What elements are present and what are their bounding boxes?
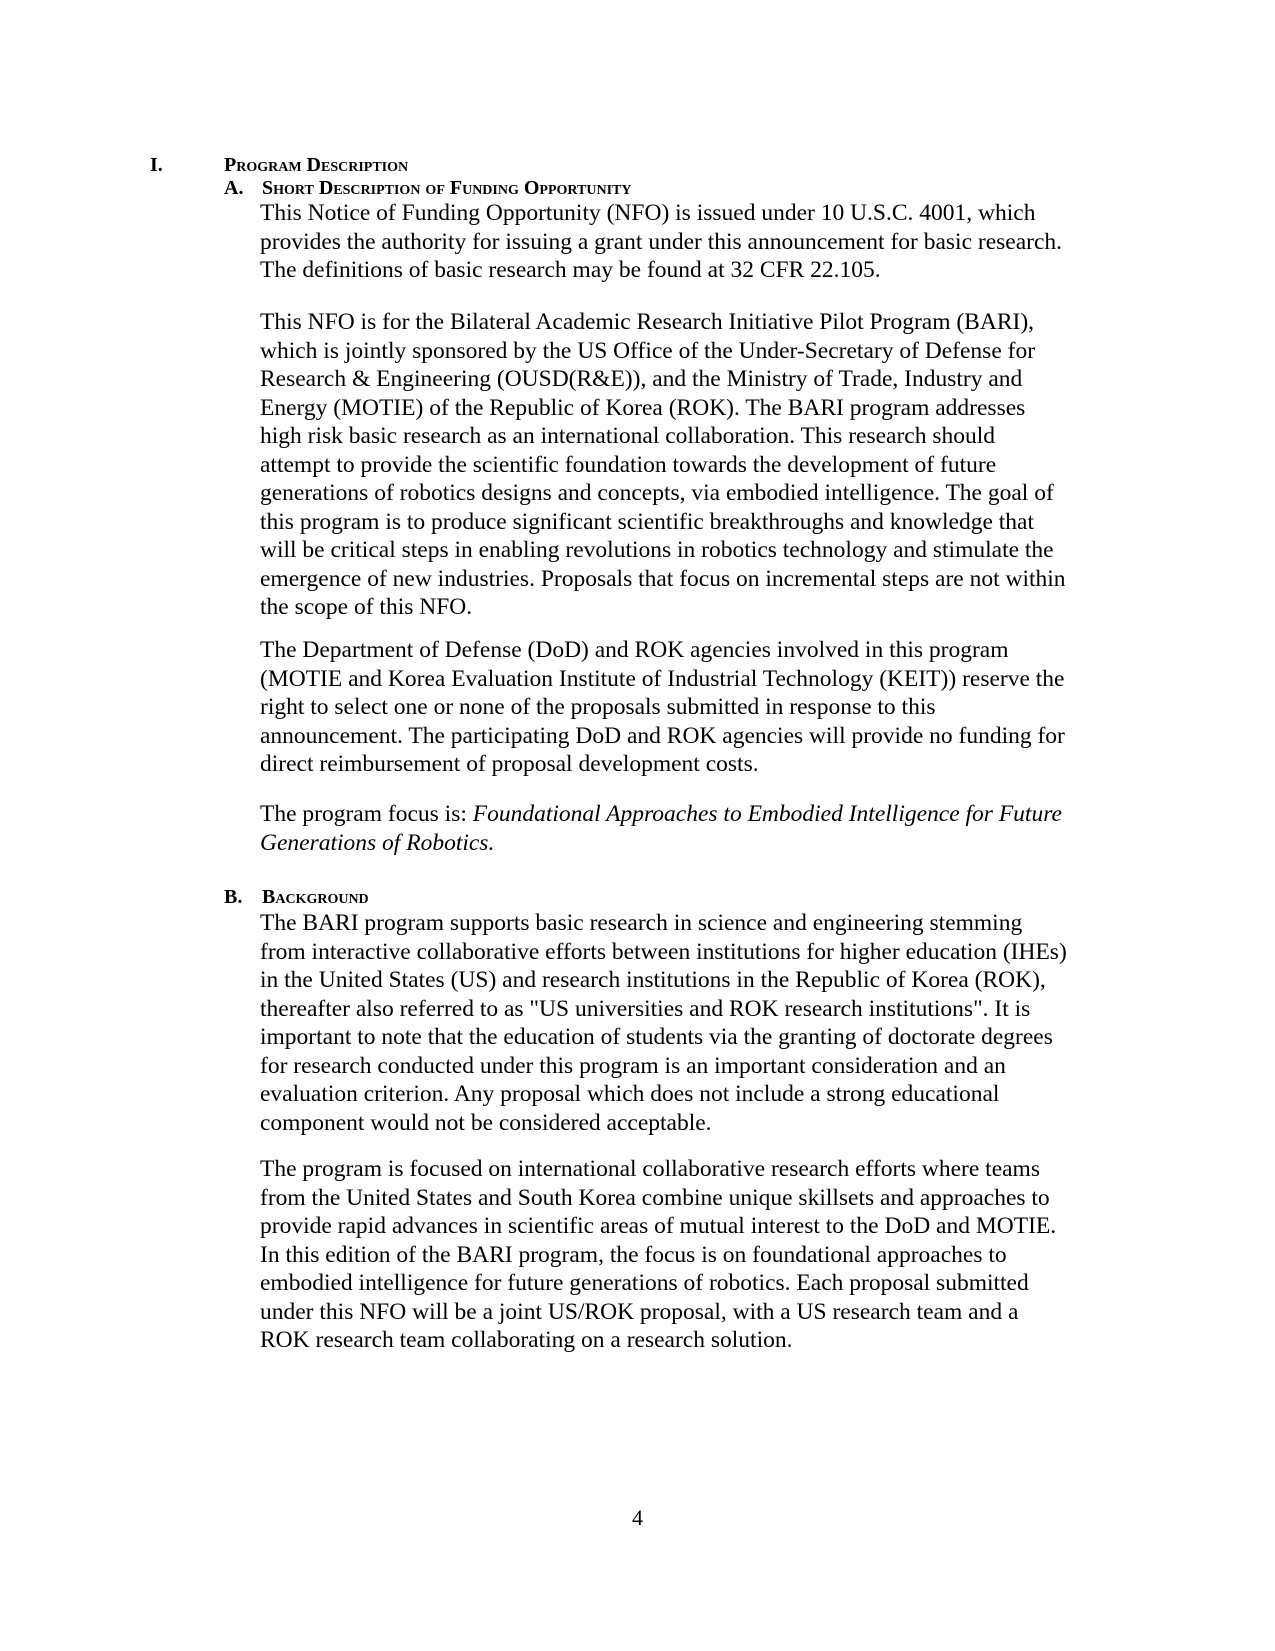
page-number: 4	[632, 1505, 643, 1530]
subsection-a-title: Short Description of Funding Opportunity	[262, 177, 632, 199]
subsection-b-letter: B.	[224, 886, 243, 908]
section-number: I.	[150, 154, 163, 176]
subsection-b-title: Background	[262, 886, 369, 908]
focus-title-line2: Generations of Robotics.	[260, 829, 495, 856]
paragraph-a2: This NFO is for the Bilateral Academic Research Initiative Pilot Program (BARI), which is jointly sponsored by the US Office of the Under-Secretary of Defense for Research & Engineering (OUSD(R&E)), and the Ministry of Trade, Industry and Energy (MOTIE) of the Republic of Korea (ROK). The BARI program addresses high risk basic research as an international collaboration. This research should attempt to provide the scientific foundation towards the development of future generations of robotics designs and concepts, via embodied intelligence. The goal of this program is to produce significant scientific breakthroughs and knowledge that will be critical steps in enabling revolutions in robotics technology and stimulate the emergence of new industries. Proposals that focus on incremental steps are not within the scope of this NFO.	[260, 309, 1066, 620]
focus-label: The program focus is:	[260, 801, 473, 827]
focus-title-line1: Foundational Approaches to Embodied Intelligence for Future	[472, 801, 1062, 827]
paragraph-a1: This Notice of Funding Opportunity (NFO) is issued under 10 U.S.C. 4001, which provides the authority for issuing a grant under this announcement for basic research. The definitions of basic research may be found at 32 CFR 22.105.	[260, 200, 1063, 283]
paragraph-b2: The program is focused on international collaborative research efforts where teams from the United States and South Korea combine unique skillsets and approaches to provide rapid advances in scientific areas of mutual interest to the DoD and MOTIE. In this edition of the BARI program, the focus is on foundational approaches to embodied intelligence for future generations of robotics. Each proposal submitted under this NFO will be a joint US/ROK proposal, with a US research team and a ROK research team collaborating on a research solution.	[260, 1156, 1057, 1353]
paragraph-a3: The Department of Defense (DoD) and ROK agencies involved in this program (MOTIE and Korea Evaluation Institute of Industrial Technology (KEIT)) reserve the right to select one or none of the proposals submitted in response to this announcement. The participating DoD and ROK agencies will provide no funding for direct reimbursement of proposal development costs.	[260, 637, 1065, 777]
subsection-a-heading	[224, 174, 632, 202]
paragraph-program-focus	[260, 800, 1120, 857]
paragraph-b1: The BARI program supports basic research in science and engineering stemming from interactive collaborative efforts between institutions for higher education (IHEs) in the United States (US) and research institutions in the Republic of Korea (ROK), thereafter also referred to as "US universities and ROK research institutions". It is important to note that the education of students via the granting of doctorate degrees for research conducted under this program is an important consideration and an evaluation criterion. Any proposal which does not include a strong educational component would not be considered acceptable.	[260, 910, 1067, 1136]
section-title: Program Description	[224, 154, 409, 176]
subsection-b-heading	[224, 883, 369, 911]
subsection-a-letter: A.	[224, 177, 244, 199]
